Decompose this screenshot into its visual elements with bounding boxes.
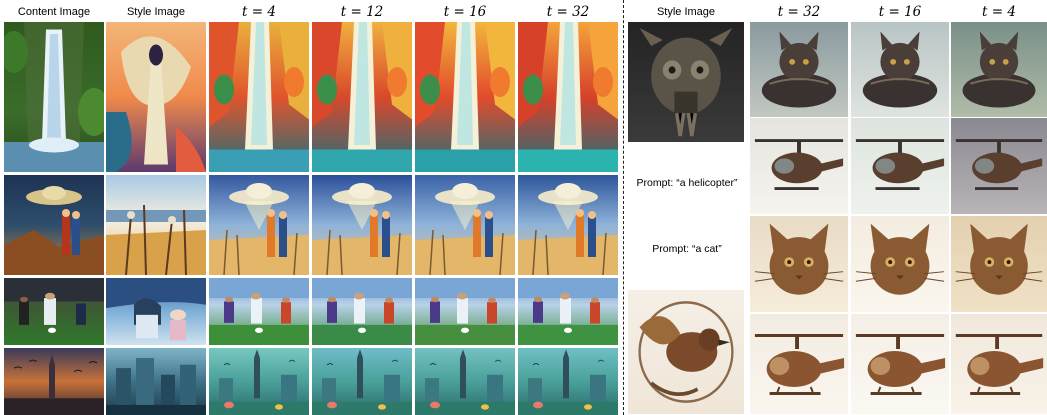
style-image-mask (628, 22, 744, 142)
image-soccer-content (4, 278, 104, 345)
image-helicopter-wood-t32 (750, 314, 848, 414)
image-helicopter-metal-t16 (851, 118, 949, 214)
image-cat-metal-t32 (750, 22, 848, 117)
image-city-t4 (209, 348, 309, 415)
image-saucer-t32 (518, 175, 618, 275)
header-t16: t = 16 (443, 4, 487, 20)
image-waterfall-t4 (209, 22, 309, 172)
image-helicopter-wood-t4 (951, 314, 1047, 414)
header-t4: t = 4 (242, 4, 276, 20)
prompt-helicopter: Prompt: “a helicopter” (636, 177, 738, 189)
image-saucer-t12 (312, 175, 412, 275)
header-t32: t = 32 (546, 4, 590, 20)
style-image-bird (628, 290, 744, 414)
image-soccer-t16 (415, 278, 515, 345)
header-right-t16: t = 16 (878, 4, 922, 20)
image-saucer-content (4, 175, 104, 275)
image-waterfall-t32 (518, 22, 618, 172)
header-content-image: Content Image (17, 6, 91, 18)
image-cat-wood-t32 (750, 216, 848, 312)
prompt-cat: Prompt: “a cat” (652, 243, 722, 255)
image-saucer-t16 (415, 175, 515, 275)
image-waterfall-t12 (312, 22, 412, 172)
header-style-image: Style Image (126, 6, 186, 18)
image-cat-metal-t4 (951, 22, 1047, 117)
image-saucer-t4 (209, 175, 309, 275)
image-soccer-t32 (518, 278, 618, 345)
image-city-t12 (312, 348, 412, 415)
image-city-content (4, 348, 104, 415)
image-helicopter-metal-t4 (951, 118, 1047, 214)
image-helicopter-wood-t16 (851, 314, 949, 414)
image-cat-wood-t16 (851, 216, 949, 312)
header-right-t32: t = 32 (777, 4, 821, 20)
image-waterfall-content (4, 22, 104, 172)
image-waterfall-t16 (415, 22, 515, 172)
image-helicopter-metal-t32 (750, 118, 848, 214)
header-t12: t = 12 (340, 4, 384, 20)
image-cat-wood-t4 (951, 216, 1047, 312)
image-city-t16 (415, 348, 515, 415)
image-saucer-style (106, 175, 206, 275)
panel-divider (623, 0, 624, 415)
image-soccer-t12 (312, 278, 412, 345)
header-right-style-image: Style Image (656, 6, 716, 18)
image-soccer-style (106, 278, 206, 345)
image-cat-metal-t16 (851, 22, 949, 117)
image-city-t32 (518, 348, 618, 415)
header-right-t4: t = 4 (982, 4, 1016, 20)
image-soccer-t4 (209, 278, 309, 345)
image-city-style (106, 348, 206, 415)
image-waterfall-style (106, 22, 206, 172)
